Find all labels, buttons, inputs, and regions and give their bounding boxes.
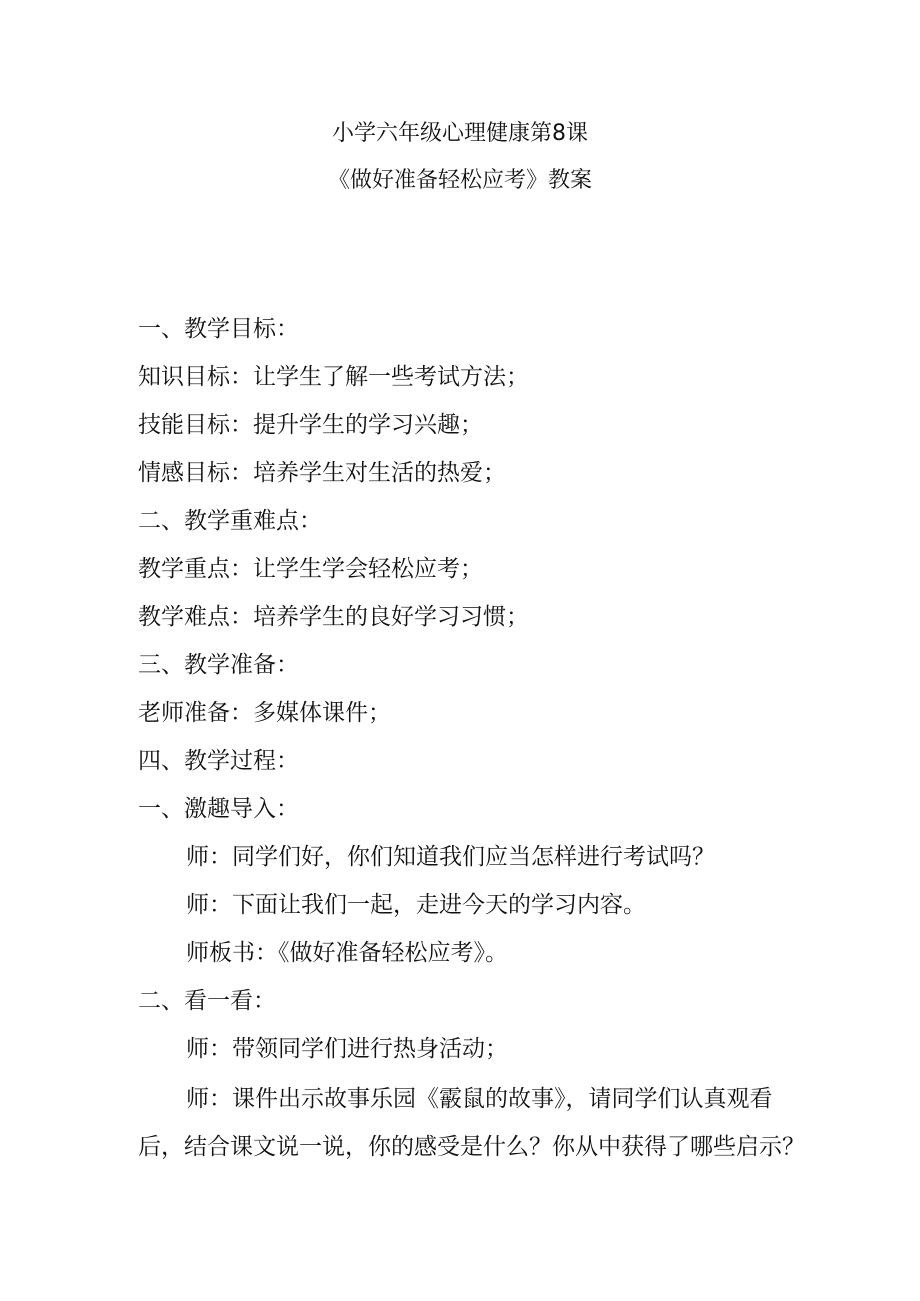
step-heading-introduction: 一、激趣导入： [138, 796, 299, 822]
paragraph-line: 后，结合课文说一说，你的感受是什么？你从中获得了哪些启示？ [138, 1134, 805, 1160]
paragraph-line: 师：课件出示故事乐园《霰鼠的故事》，请同学们认真观看 [186, 1086, 773, 1112]
document-title: 小学六年级心理健康第8课 [332, 121, 588, 146]
skill-objective: 技能目标：提升学生的学习兴趣； [138, 412, 483, 438]
step-heading-look: 二、看一看： [138, 988, 276, 1014]
section-heading-objectives: 一、教学目标： [138, 316, 299, 342]
section-heading-key-points: 二、教学重难点： [138, 508, 322, 534]
document-subtitle: 《做好准备轻松应考》教案 [327, 168, 592, 193]
teacher-line: 师：同学们好，你们知道我们应当怎样进行考试吗？ [186, 844, 715, 870]
teaching-key-point: 教学重点：让学生学会轻松应考； [138, 556, 483, 582]
teacher-preparation: 老师准备：多媒体课件； [138, 700, 391, 726]
section-heading-process: 四、教学过程： [138, 748, 299, 774]
story-paragraph [138, 1075, 805, 1171]
teacher-line: 师：带领同学们进行热身活动； [186, 1036, 508, 1062]
blackboard-line: 师板书：《做好准备轻松应考》。 [186, 940, 508, 966]
emotional-objective: 情感目标：培养学生对生活的热爱； [138, 460, 506, 486]
teaching-difficulty: 教学难点：培养学生的良好学习习惯； [138, 604, 529, 630]
section-heading-preparation: 三、教学准备： [138, 652, 299, 678]
knowledge-objective: 知识目标：让学生了解一些考试方法； [138, 364, 529, 390]
teacher-line: 师：下面让我们一起，走进今天的学习内容。 [186, 892, 646, 918]
